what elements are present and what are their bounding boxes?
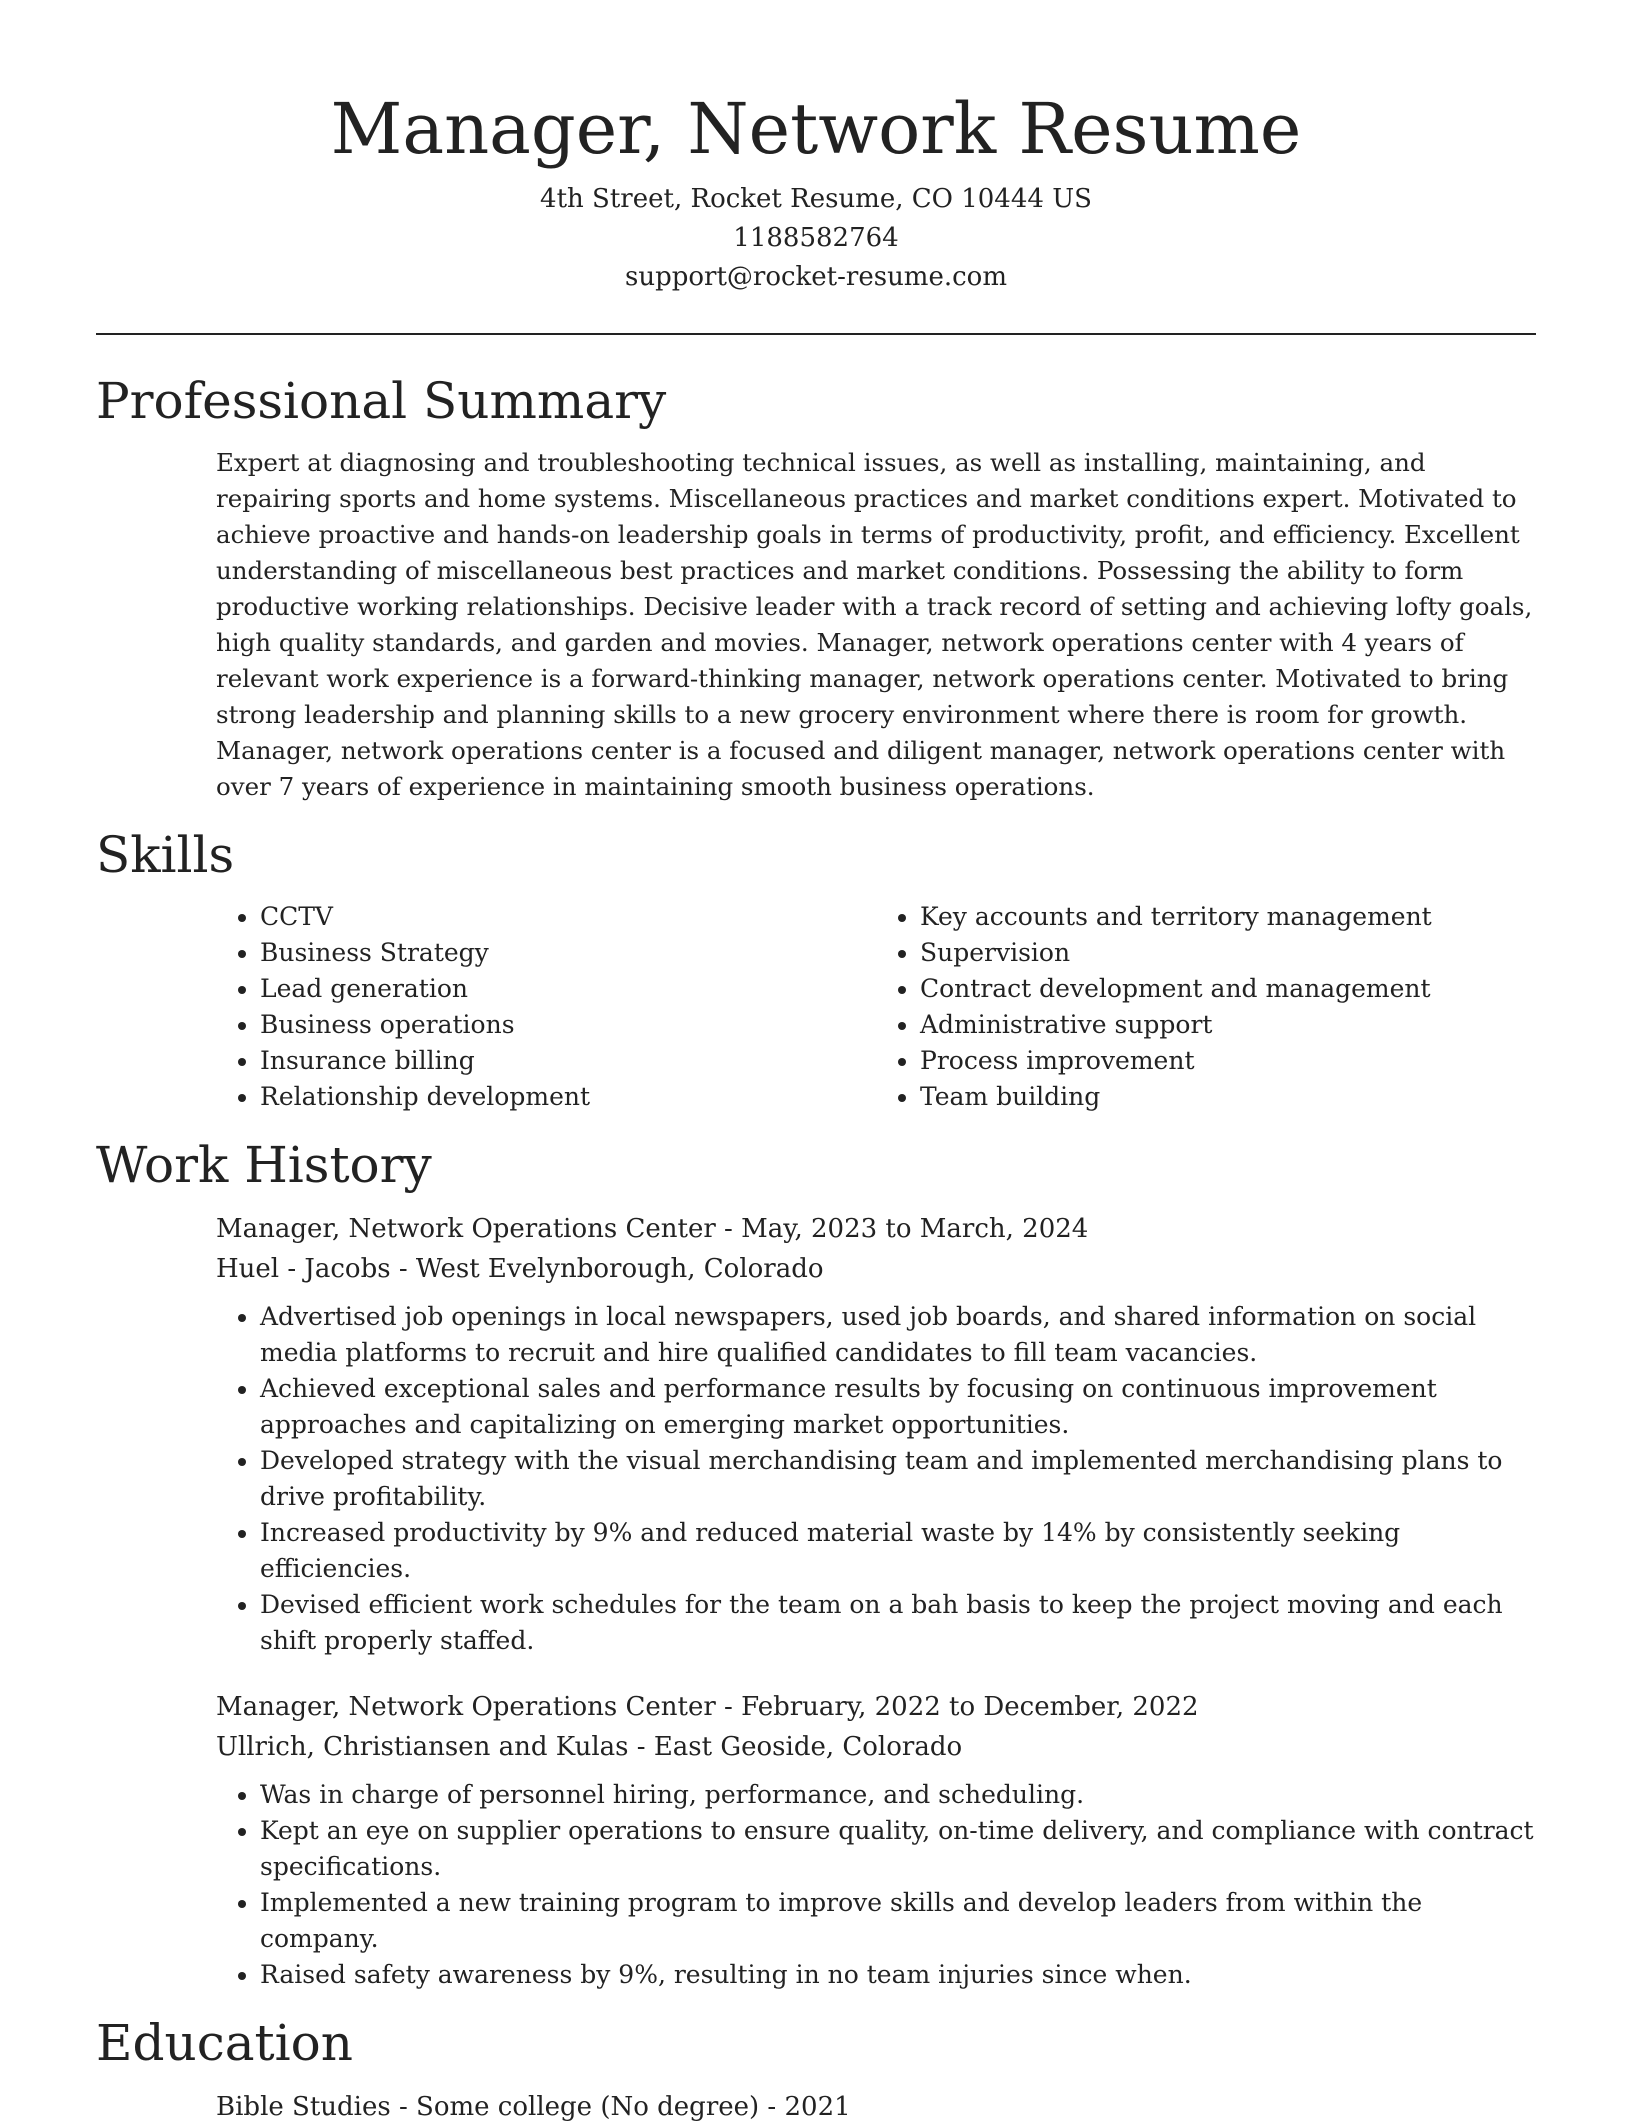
job-bullet: • Devised efficient work schedules for the team on a bah basis to keep the project moving and each shift properly staffed. bbox=[260, 1587, 1536, 1659]
summary-section bbox=[96, 371, 1536, 805]
job-entry bbox=[216, 1687, 1536, 1993]
job-title-line: Manager, Network Operations Center - February, 2022 to December, 2022 bbox=[216, 1692, 1199, 1722]
skill-item: • CCTV bbox=[260, 899, 876, 935]
skills-heading: Skills bbox=[96, 826, 235, 884]
job-entry bbox=[216, 1209, 1536, 1659]
job-company-line: Huel - Jacobs - West Evelynborough, Colorado bbox=[216, 1254, 824, 1284]
work-section bbox=[96, 1135, 1536, 1993]
skills-section bbox=[96, 825, 1536, 1115]
job-title-line: Manager, Network Operations Center - May, 2023 to March, 2024 bbox=[216, 1214, 1089, 1244]
job-company-line: Ullrich, Christiansen and Kulas - East Geoside, Colorado bbox=[216, 1732, 963, 1762]
job-bullet: • Kept an eye on supplier operations to ensure quality, on-time delivery, and compliance with contract specifications. bbox=[260, 1813, 1536, 1885]
skill-item: • Business operations bbox=[260, 1007, 876, 1043]
resume-page bbox=[96, 0, 1536, 2127]
phone: 1188582764 bbox=[733, 223, 899, 253]
skill-item: • Supervision bbox=[920, 935, 1536, 971]
contact-block bbox=[96, 180, 1536, 297]
education-line: Bible Studies - Some college (No degree) - 2021 bbox=[216, 2092, 851, 2122]
job-bullets bbox=[216, 1777, 1536, 1993]
job-bullets bbox=[216, 1299, 1536, 1659]
job-bullet: • Developed strategy with the visual merchandising team and implemented merchandising plans to drive profitability. bbox=[260, 1443, 1536, 1515]
skill-item: • Relationship development bbox=[260, 1079, 876, 1115]
skill-item: • Team building bbox=[920, 1079, 1536, 1115]
job-bullet: • Raised safety awareness by 9%, resulting in no team injuries since when. bbox=[260, 1957, 1536, 1993]
email: support@rocket-resume.com bbox=[624, 262, 1007, 292]
summary-heading: Professional Summary bbox=[96, 372, 667, 430]
skill-item: • Insurance billing bbox=[260, 1043, 876, 1079]
resume-header bbox=[96, 0, 1536, 297]
skill-item: • Contract development and management bbox=[920, 971, 1536, 1007]
job-bullet: • Advertised job openings in local newspapers, used job boards, and shared information on social media platforms to recruit and hire qualified candidates to fill team vacancies. bbox=[260, 1299, 1536, 1371]
job-bullet: • Achieved exceptional sales and performance results by focusing on continuous improvement approaches and capitalizing on emerging market opportunities. bbox=[260, 1371, 1536, 1443]
skill-item: • Key accounts and territory management bbox=[920, 899, 1536, 935]
address: 4th Street, Rocket Resume, CO 10444 US bbox=[540, 184, 1092, 214]
skill-item: • Process improvement bbox=[920, 1043, 1536, 1079]
education-section bbox=[96, 2013, 1536, 2127]
summary-text: Expert at diagnosing and troubleshooting technical issues, as well as installing, maintaining, and repairing sports and home systems. Miscellaneous practices and market conditions expert. Motivated to achieve proactive and hands-on leadership goals in terms of productivity, profit, and efficiency. Excellent understanding of miscellaneous best practices and market conditions. Possessing the ability to form productive working relationships. Decisive leader with a track record of setting and achieving lofty goals, high quality standards, and garden and movies. Manager, network operations center with 4 years of relevant work experience is a forward-thinking manager, network operations center. Motivated to bring strong leadership and planning skills to a new grocery environment where there is room for growth. Manager, network operations center is a focused and diligent manager, network operations center with over 7 years of experience in maintaining smooth business operations. bbox=[216, 448, 1533, 801]
job-bullet: • Implemented a new training program to improve skills and develop leaders from within the company. bbox=[260, 1885, 1536, 1957]
education-heading: Education bbox=[96, 2014, 353, 2072]
job-bullet: • Was in charge of personnel hiring, performance, and scheduling. bbox=[260, 1777, 1536, 1813]
skill-item: • Administrative support bbox=[920, 1007, 1536, 1043]
skills-columns bbox=[216, 899, 1536, 1115]
header-divider bbox=[96, 333, 1536, 335]
skills-right-list bbox=[876, 899, 1536, 1115]
skills-left-list bbox=[216, 899, 876, 1115]
skill-item: • Lead generation bbox=[260, 971, 876, 1007]
resume-title: Manager, Network Resume bbox=[330, 88, 1302, 170]
skill-item: • Business Strategy bbox=[260, 935, 876, 971]
job-bullet: • Increased productivity by 9% and reduced material waste by 14% by consistently seeking efficiencies. bbox=[260, 1515, 1536, 1587]
work-heading: Work History bbox=[96, 1136, 432, 1194]
